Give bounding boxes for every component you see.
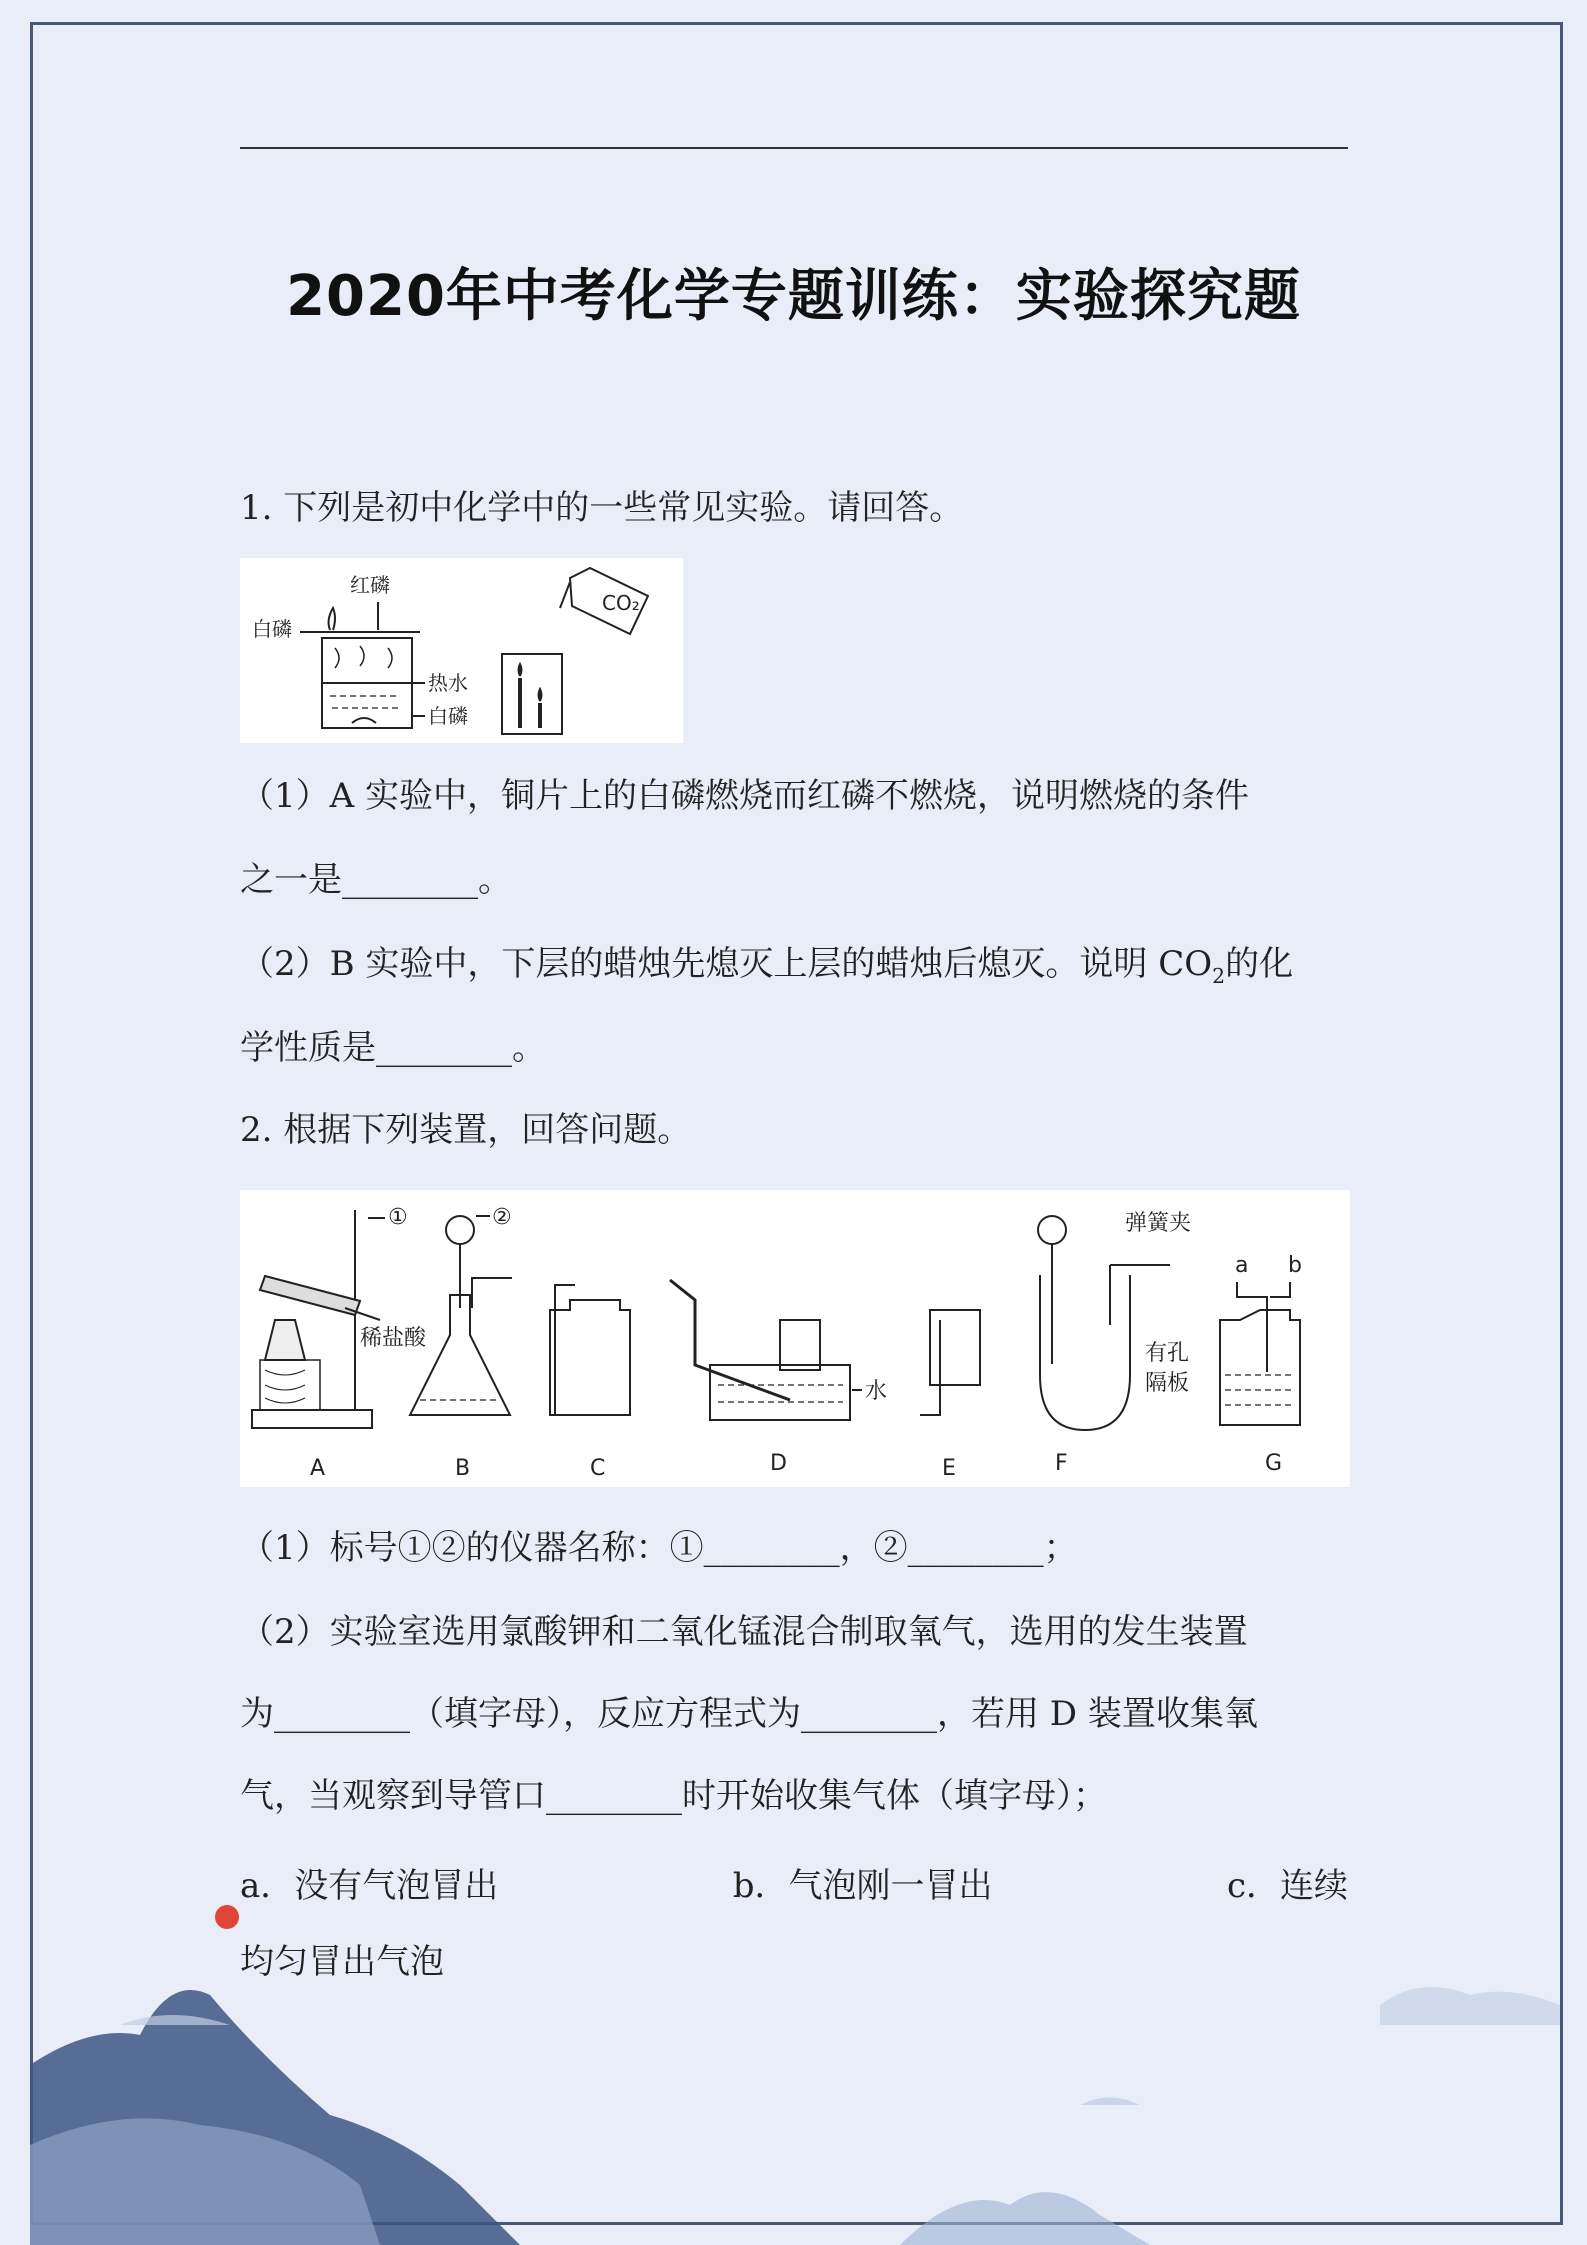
q1-sub1-line2: 之一是________。	[240, 860, 512, 900]
q2-sub2-line1: （2）实验室选用氯酸钾和二氧化锰混合制取氧气，选用的发生装置	[240, 1612, 1248, 1652]
q2-sub2-line3: 气，当观察到导管口________时开始收集气体（填字母）；	[240, 1776, 1107, 1816]
q1-fig-label-hot-water: 热水	[428, 671, 468, 695]
q2-fig-label-C: C	[590, 1456, 606, 1481]
q2-fig-label-E: E	[942, 1456, 956, 1481]
q2-fig-label-D: D	[770, 1451, 787, 1476]
q2-fig-label-acid: 稀盐酸	[360, 1326, 427, 1351]
q2-option-b: b．气泡刚一冒出	[732, 1866, 993, 1906]
q2-sub2-line2: 为________（填字母），反应方程式为________，若用 D 装置收集氧	[240, 1694, 1258, 1734]
q1-fig-label-red-p: 红磷	[350, 573, 390, 597]
q2-fig-label-plate1: 有孔	[1145, 1341, 1190, 1366]
q2-fig-label-b: b	[1288, 1253, 1302, 1278]
q2-fig-label-c2: ②	[492, 1205, 512, 1230]
q1-fig-label-co2: CO₂	[602, 591, 640, 615]
q1-stem: 1. 下列是初中化学中的一些常见实验。请回答。	[240, 488, 964, 528]
q2-sub2-line4: 均匀冒出气泡	[240, 1942, 444, 1982]
q2-fig-label-A: A	[310, 1456, 326, 1481]
q1-fig-label-white-p: 白磷	[252, 617, 292, 641]
q2-option-c: c．连续	[1226, 1866, 1348, 1906]
q2-fig-label-c1: ①	[388, 1205, 408, 1230]
q2-figure	[240, 1190, 1350, 1487]
q1-figure	[240, 558, 683, 743]
q2-fig-label-plate2: 隔板	[1145, 1371, 1190, 1396]
page-title: 2020年中考化学专题训练：实验探究题	[286, 264, 1301, 329]
q2-fig-label-F: F	[1055, 1451, 1068, 1476]
q2-fig-label-B: B	[455, 1456, 471, 1481]
q2-fig-label-a: a	[1235, 1253, 1249, 1278]
header-rule	[240, 147, 1348, 149]
red-seal-dot	[215, 1905, 239, 1929]
q1-sub2-line2: 学性质是________。	[240, 1028, 546, 1068]
q1-fig-label-white-p2: 白磷	[428, 704, 468, 728]
q2-fig-label-G: G	[1265, 1451, 1283, 1476]
q1-sub2-line1: （2）B 实验中，下层的蜡烛先熄灭上层的蜡烛后熄灭。说明 $CO_2$的化	[240, 944, 1294, 988]
q1-sub1-line1: （1）A 实验中，铜片上的白磷燃烧而红磷不燃烧，说明燃烧的条件	[240, 776, 1249, 816]
q2-option-a: a．没有气泡冒出	[240, 1866, 499, 1906]
q2-options	[240, 1858, 1348, 1907]
q2-sub1: （1）标号①②的仪器名称：①________，②________；	[240, 1528, 1078, 1568]
q2-fig-label-water: 水	[865, 1379, 888, 1404]
q2-fig-label-clip: 弹簧夹	[1125, 1211, 1192, 1236]
q2-stem: 2. 根据下列装置，回答问题。	[240, 1110, 692, 1150]
